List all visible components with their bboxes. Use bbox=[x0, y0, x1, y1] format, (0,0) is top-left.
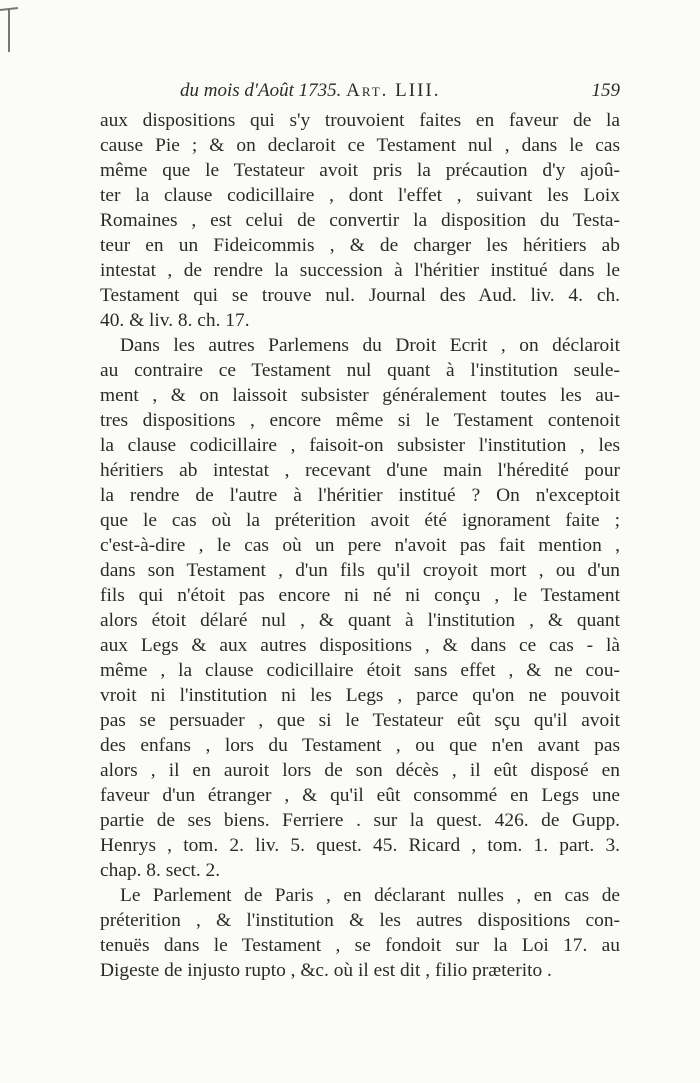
text-line: même , la clause codicillaire étoit sans effet , & ne cou- bbox=[100, 660, 620, 681]
text-line: alors étoit délaré nul , & quant à l'institution , & quant bbox=[100, 610, 620, 631]
text-line: teur en un Fideicommis , & de charger les héritiers ab bbox=[100, 235, 620, 256]
text-line: aux dispositions qui s'y trouvoient faites en faveur de la bbox=[100, 110, 620, 131]
running-title-text: du mois d'Août 1735. bbox=[180, 80, 342, 101]
text-line: pas se persuader , que si le Testateur eût sçu qu'il avoit bbox=[100, 710, 620, 731]
text-line: Digeste de injusto rupto , &c. où il est dit , filio præterito . bbox=[100, 960, 552, 981]
text-line: vroit ni l'institution ni les Legs , parce qu'on ne pouvoit bbox=[100, 685, 620, 706]
text-line: fils qui n'étoit pas encore ni né ni conçu , le Testament bbox=[100, 585, 620, 606]
text-line: la rendre de l'autre à l'héritier institué ? On n'exceptoit bbox=[100, 485, 620, 506]
body-text bbox=[100, 108, 620, 983]
text-line: ter la clause codicillaire , dont l'effet , suivant les Loix bbox=[100, 185, 620, 206]
text-line: tres dispositions , encore même si le Testament contenoit bbox=[100, 410, 620, 431]
text-line: même que le Testateur avoit pris la précaution d'y ajoû- bbox=[100, 160, 620, 181]
paragraph bbox=[100, 883, 620, 983]
text-line: 40. & liv. 8. ch. 17. bbox=[100, 310, 250, 331]
text-line: héritiers ab intestat , recevant d'une main l'héredité pour bbox=[100, 460, 620, 481]
text-line: préterition , & l'institution & les autres dispositions con- bbox=[100, 910, 620, 931]
text-line: tenuës dans le Testament , se fondoit sur la Loi 17. au bbox=[100, 935, 620, 956]
text-line: des enfans , lors du Testament , ou que n'en avant pas bbox=[100, 735, 620, 756]
running-title bbox=[180, 80, 440, 102]
text-line: chap. 8. sect. 2. bbox=[100, 860, 221, 881]
document-page bbox=[100, 80, 620, 983]
text-line: c'est-à-dire , le cas où un pere n'avoit pas fait mention , bbox=[100, 535, 620, 556]
text-line: dans son Testament , d'un fils qu'il croyoit mort , ou d'un bbox=[100, 560, 620, 581]
text-line: Testament qui se trouve nul. Journal des Aud. liv. 4. ch. bbox=[100, 285, 620, 306]
text-line: aux Legs & aux autres dispositions , & dans ce cas - là bbox=[100, 635, 620, 656]
text-line: Henrys , tom. 2. liv. 5. quest. 45. Ricard , tom. 1. part. 3. bbox=[100, 835, 620, 856]
article-number: Art. LIII. bbox=[346, 80, 441, 101]
text-line: cause Pie ; & on declaroit ce Testament nul , dans le cas bbox=[100, 135, 620, 156]
text-line: ment , & on laissoit subsister généralement toutes les au- bbox=[100, 385, 620, 406]
text-line: au contraire ce Testament nul quant à l'institution seule- bbox=[100, 360, 620, 381]
corner-mark-decoration bbox=[0, 4, 20, 54]
text-line: Romaines , est celui de convertir la disposition du Testa- bbox=[100, 210, 620, 231]
paragraph bbox=[100, 333, 620, 883]
text-line: Le Parlement de Paris , en déclarant nulles , en cas de bbox=[120, 885, 620, 906]
paragraph bbox=[100, 108, 620, 333]
text-line: partie de ses biens. Ferriere . sur la quest. 426. de Gupp. bbox=[100, 810, 620, 831]
text-line: que le cas où la préterition avoit été ignorament faite ; bbox=[100, 510, 620, 531]
text-line: Dans les autres Parlemens du Droit Ecrit , on déclaroit bbox=[120, 335, 620, 356]
page-header bbox=[100, 80, 620, 108]
text-line: faveur d'un étranger , & qu'il eût consommé en Legs une bbox=[100, 785, 620, 806]
page-number: 159 bbox=[591, 80, 620, 101]
text-line: intestat , de rendre la succession à l'héritier institué dans le bbox=[100, 260, 620, 281]
text-line: la clause codicillaire , faisoit-on subsister l'institution , les bbox=[100, 435, 620, 456]
text-line: alors , il en auroit lors de son décès , il eût disposé en bbox=[100, 760, 620, 781]
